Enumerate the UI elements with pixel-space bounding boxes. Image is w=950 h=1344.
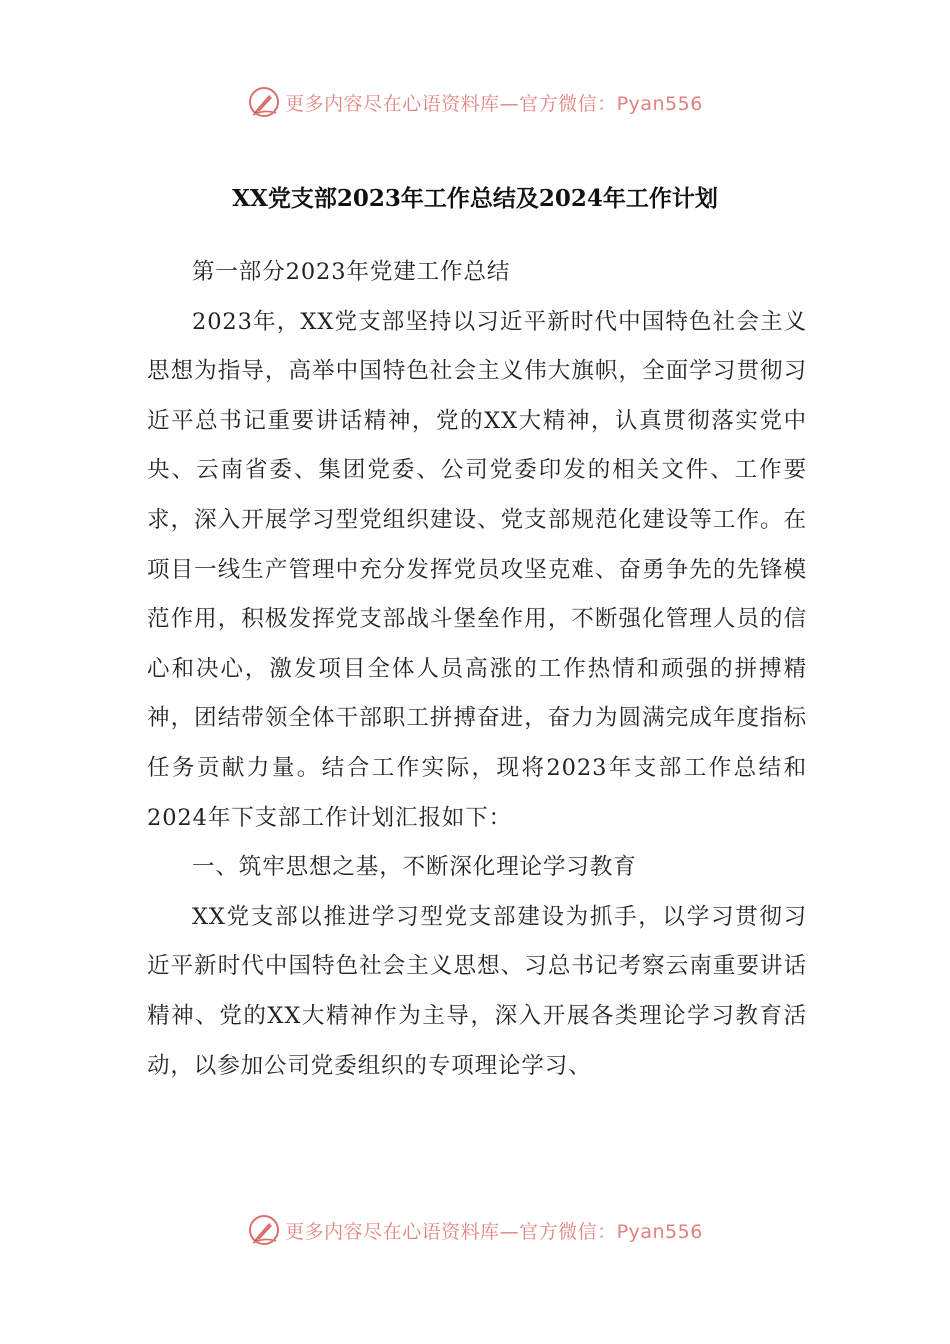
watermark-footer <box>0 1210 950 1250</box>
document-title: XX党支部2023年工作总结及2024年工作计划 <box>232 185 718 212</box>
paragraph: 2023年，XX党支部坚持以习近平新时代中国特色社会主义思想为指导，高举中国特色社会主义伟大旗帜，全面学习贯彻习近平总书记重要讲话精神，党的XX大精神，认真贯彻落实党中央、云南省委、集团党委、公司党委印发的相关文件、工作要求，深入开展学习型党组织建设、党支部规范化建设等工作。在项目一线生产管理中充分发挥党员攻坚克难、奋勇争先的先锋模范作用，积极发挥党支部战斗堡垒作用，不断强化管理人员的信心和决心，激发项目全体人员高涨的工作热情和顽强的拼搏精神，团结带领全体干部职工拼搏奋进，奋力为圆满完成年度指标任务贡献力量。结合工作实际，现将2023年支部工作总结和2024年下支部工作计划汇报如下： <box>147 308 807 831</box>
watermark-text: 更多内容尽在心语资料库—官方微信：Pyan556 <box>285 92 703 115</box>
watermark-text: 更多内容尽在心语资料库—官方微信：Pyan556 <box>285 1220 703 1243</box>
document-body <box>147 248 807 1091</box>
subheading: 一、筑牢思想之基，不断深化理论学习教育 <box>192 854 637 881</box>
section-heading: 第一部分2023年党建工作总结 <box>192 259 511 285</box>
paragraph: XX党支部以推进学习型党支部建设为抓手，以学习贯彻习近平新时代中国特色社会主义思想、习总书记考察云南重要讲话精神、党的XX大精神作为主导，深入开展各类理论学习教育活动，以参加公司党委组织的专项理论学习、 <box>147 903 807 1079</box>
pen-logo-icon <box>247 1213 281 1247</box>
watermark-header <box>0 82 950 122</box>
pen-logo-icon <box>247 85 281 119</box>
